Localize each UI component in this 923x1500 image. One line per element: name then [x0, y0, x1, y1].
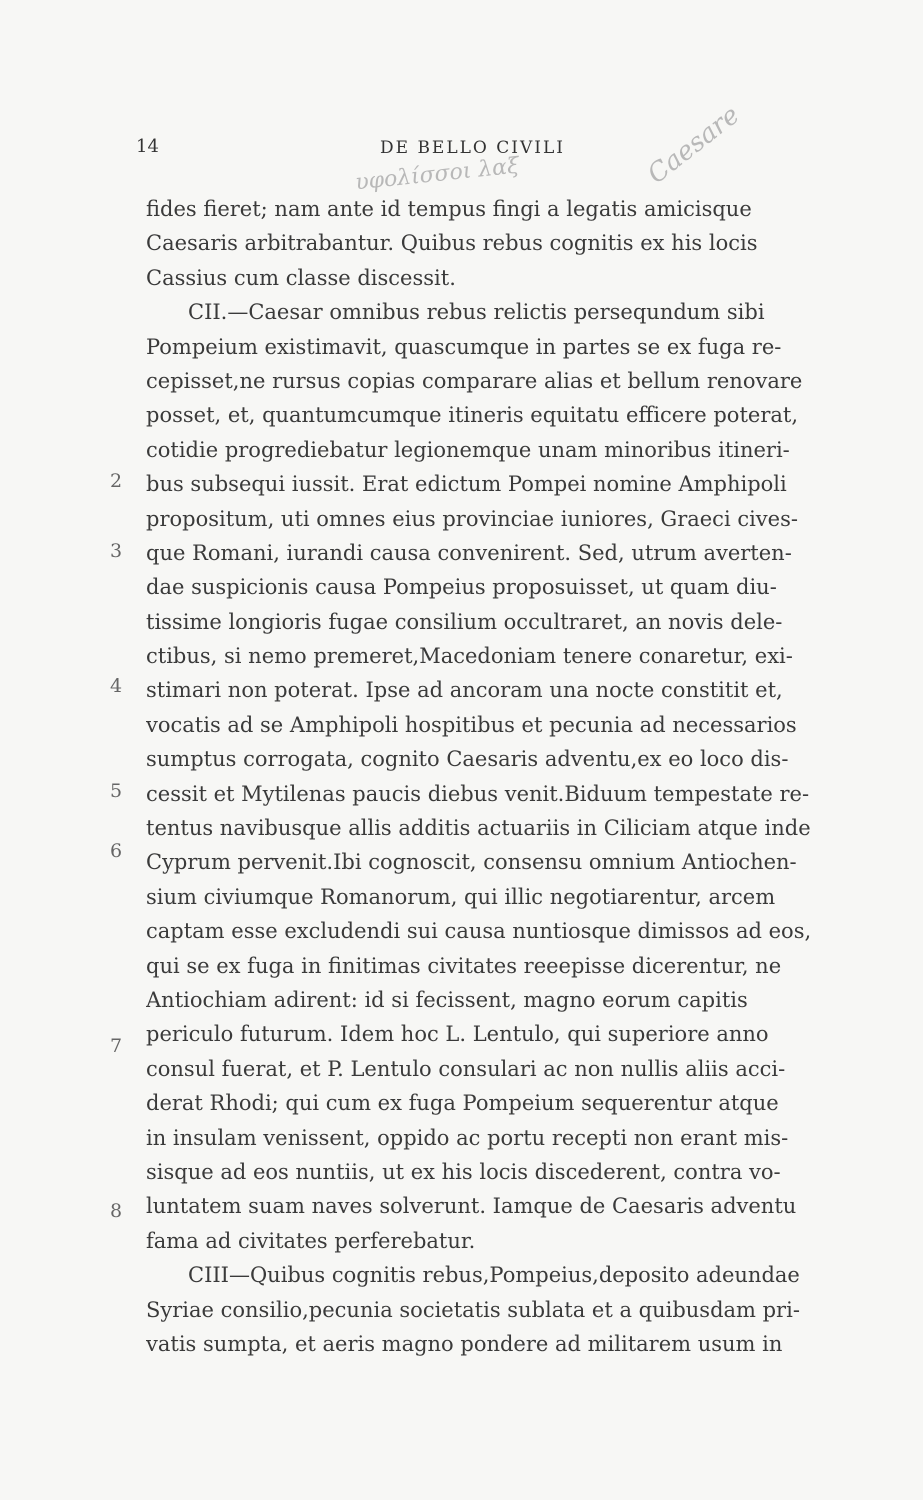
section-number: 2 — [110, 470, 123, 492]
section-number: 8 — [110, 1200, 123, 1222]
text-line: sumptus corrogata, cognito Caesaris adventu,ex eo loco dis- — [146, 747, 789, 772]
text-line: sium civiumque Romanorum, qui illic negotiarentur, arcem — [146, 884, 776, 909]
text-line: dae suspicionis causa Pompeius proposuisset, ut quam diu- — [146, 575, 777, 600]
text-line: Caesaris arbitrabantur. Quibus rebus cognitis ex his locis — [146, 231, 758, 256]
text-line: qui se ex fuga in finitimas civitates reeepisse dicerentur, ne — [146, 953, 782, 978]
text-line: consul fuerat, et P. Lentulo consulari ac non nullis aliis acci- — [146, 1056, 786, 1081]
text-line: Antiochiam adirent: id si fecissent, magno eorum capitis — [146, 987, 748, 1012]
page-number: 14 — [136, 136, 159, 157]
text-line: vocatis ad se Amphipoli hospitibus et pecunia ad necessarios — [146, 712, 797, 737]
section-number: 6 — [110, 840, 123, 862]
text-line: CIII—Quibus cognitis rebus,Pompeius,deposito adeundae — [188, 1263, 800, 1288]
pencil-note-right: Caesare — [642, 100, 746, 190]
text-line: in insulam venissent, oppido ac portu recepti non erant mis- — [146, 1125, 789, 1150]
text-line: cepisset,ne rursus copias comparare alias et bellum renovare — [146, 368, 803, 393]
text-line: derat Rhodi; qui cum ex fuga Pompeium sequerentur atque — [146, 1091, 779, 1116]
text-line: stimari non poterat. Ipse ad ancoram una nocte constitit et, — [146, 678, 783, 703]
text-line: propositum, uti omnes eius provinciae iuniores, Graeci cives- — [146, 506, 798, 531]
text-line: luntatem suam naves solverunt. Iamque de Caesaris adventu — [146, 1194, 797, 1219]
text-line: que Romani, iurandi causa convenirent. Sed, utrum averten- — [146, 540, 792, 565]
text-line: cotidie progrediebatur legionemque unam minoribus itineri- — [146, 437, 790, 462]
text-line: Syriae consilio,pecunia societatis sublata et a quibusdam pri- — [146, 1297, 800, 1322]
text-line: cessit et Mytilenas paucis diebus venit.Biduum tempestate re- — [146, 781, 810, 806]
text-line: CII.—Caesar omnibus rebus relictis persequndum sibi — [188, 300, 765, 325]
text-line: Pompeium existimavit, quascumque in partes se ex fuga re- — [146, 334, 782, 359]
text-line: ctibus, si nemo premeret,Macedoniam tenere conaretur, exi- — [146, 644, 793, 669]
text-line: captam esse excludendi sui causa nuntiosque dimissos ad eos, — [146, 919, 812, 944]
text-line: sisque ad eos nuntiis, ut ex his locis discederent, contra vo- — [146, 1159, 781, 1184]
running-title: DE BELLO CIVILI — [380, 138, 565, 158]
section-number: 4 — [110, 675, 123, 697]
text-line: bus subsequi iussit. Erat edictum Pompei nomine Amphipoli — [146, 472, 787, 497]
text-line: posset, et, quantumcumque itineris equitatu efficere poterat, — [146, 403, 798, 428]
text-line: fama ad civitates perferebatur. — [146, 1228, 476, 1253]
text-line: fides fieret; nam ante id tempus fingi a legatis amicisque — [146, 197, 752, 221]
body-text — [146, 192, 906, 1361]
text-line: Cyprum pervenit.Ibi cognoscit, consensu omnium Antiochen- — [146, 850, 797, 875]
section-number: 7 — [110, 1035, 123, 1057]
pencil-note-top: υφολίσσοι λαξ — [354, 153, 521, 196]
section-number: 3 — [110, 540, 123, 562]
text-line: tentus navibusque allis additis actuariis in Ciliciam atque inde — [146, 816, 811, 841]
section-number: 5 — [110, 780, 123, 802]
text-line: periculo futurum. Idem hoc L. Lentulo, qui superiore anno — [146, 1022, 769, 1047]
text-line: vatis sumpta, et aeris magno pondere ad militarem usum in — [146, 1331, 783, 1356]
text-line: Cassius cum classe discessit. — [146, 265, 456, 290]
text-line: tissime longioris fugae consilium occultraret, an novis dele- — [146, 609, 783, 634]
section-numbers — [0, 0, 140, 1500]
